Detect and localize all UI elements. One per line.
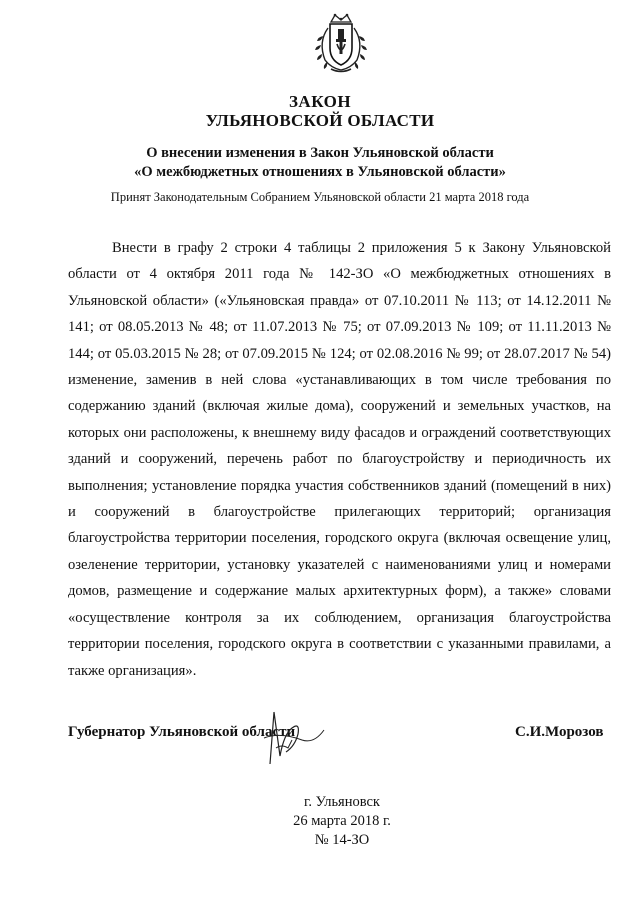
law-body-paragraph: Внести в графу 2 строки 4 таблицы 2 приложения 5 к Закону Ульяновской области от 4 октября 2011 года № 142-ЗО «О межбюджетных отношениях в Ульяновской области» («Ульяновская правда» от 07.10.2011 № 113; от 14.12.2011 № 141; от 08.05.2013 № 48; от 11.07.2013 № 75; от 07.09.2013 № 109; от 11.11.2013 № 144; от 05.03.2015 № 28; от 07.09.2015 № 124; от 02.08.2016 № 99; от 28.07.2017 № 54) изменение, заменив в ней слова «устанавливающих в том числе требования по содержанию зданий (включая жилые дома), сооружений и земельных участков, на которых они расположены, к внешнему виду фасадов и ограждений соответствующих зданий и сооружений, перечень работ по благоустройству и периодичность их выполнения; установление порядка участия собственников зданий (помещений в них) и сооружений в благоустройстве прилегающих территорий; организация благоустройства территории поселения, городского округа (включая освещение улиц, озеленение территории, установку указателей с наименованиями улиц и номерами домов, размещение и содержание малых архитектурных форм), а также» словами «осуществление контроля за их соблюдением, организация благоустройства территории поселения, городского округа в соответствии с указанными правилами, а также организация». [68,240,611,679]
signing-date: 26 марта 2018 г. [293,813,391,829]
law-subject-line-1: О внесении изменения в Закон Ульяновской области [146,145,494,161]
document-type-title: ЗАКОН [288,92,352,111]
region-title: УЛЬЯНОВСКОЙ ОБЛАСТИ [205,111,435,130]
law-subject-line-2: «О межбюджетных отношениях в Ульяновской области» [134,164,506,180]
signatory-name: С.И.Морозов [515,724,604,740]
signatory-position: Губернатор Ульяновской области [68,724,296,740]
handwritten-signature-icon [240,704,330,774]
place-of-signing: г. Ульяновск [304,794,380,810]
law-number: № 14-ЗО [314,832,370,848]
ulyanovsk-coat-of-arms-icon [313,12,369,74]
adoption-note: Принят Законодательным Собранием Ульяновской области 21 марта 2018 года [110,190,530,204]
